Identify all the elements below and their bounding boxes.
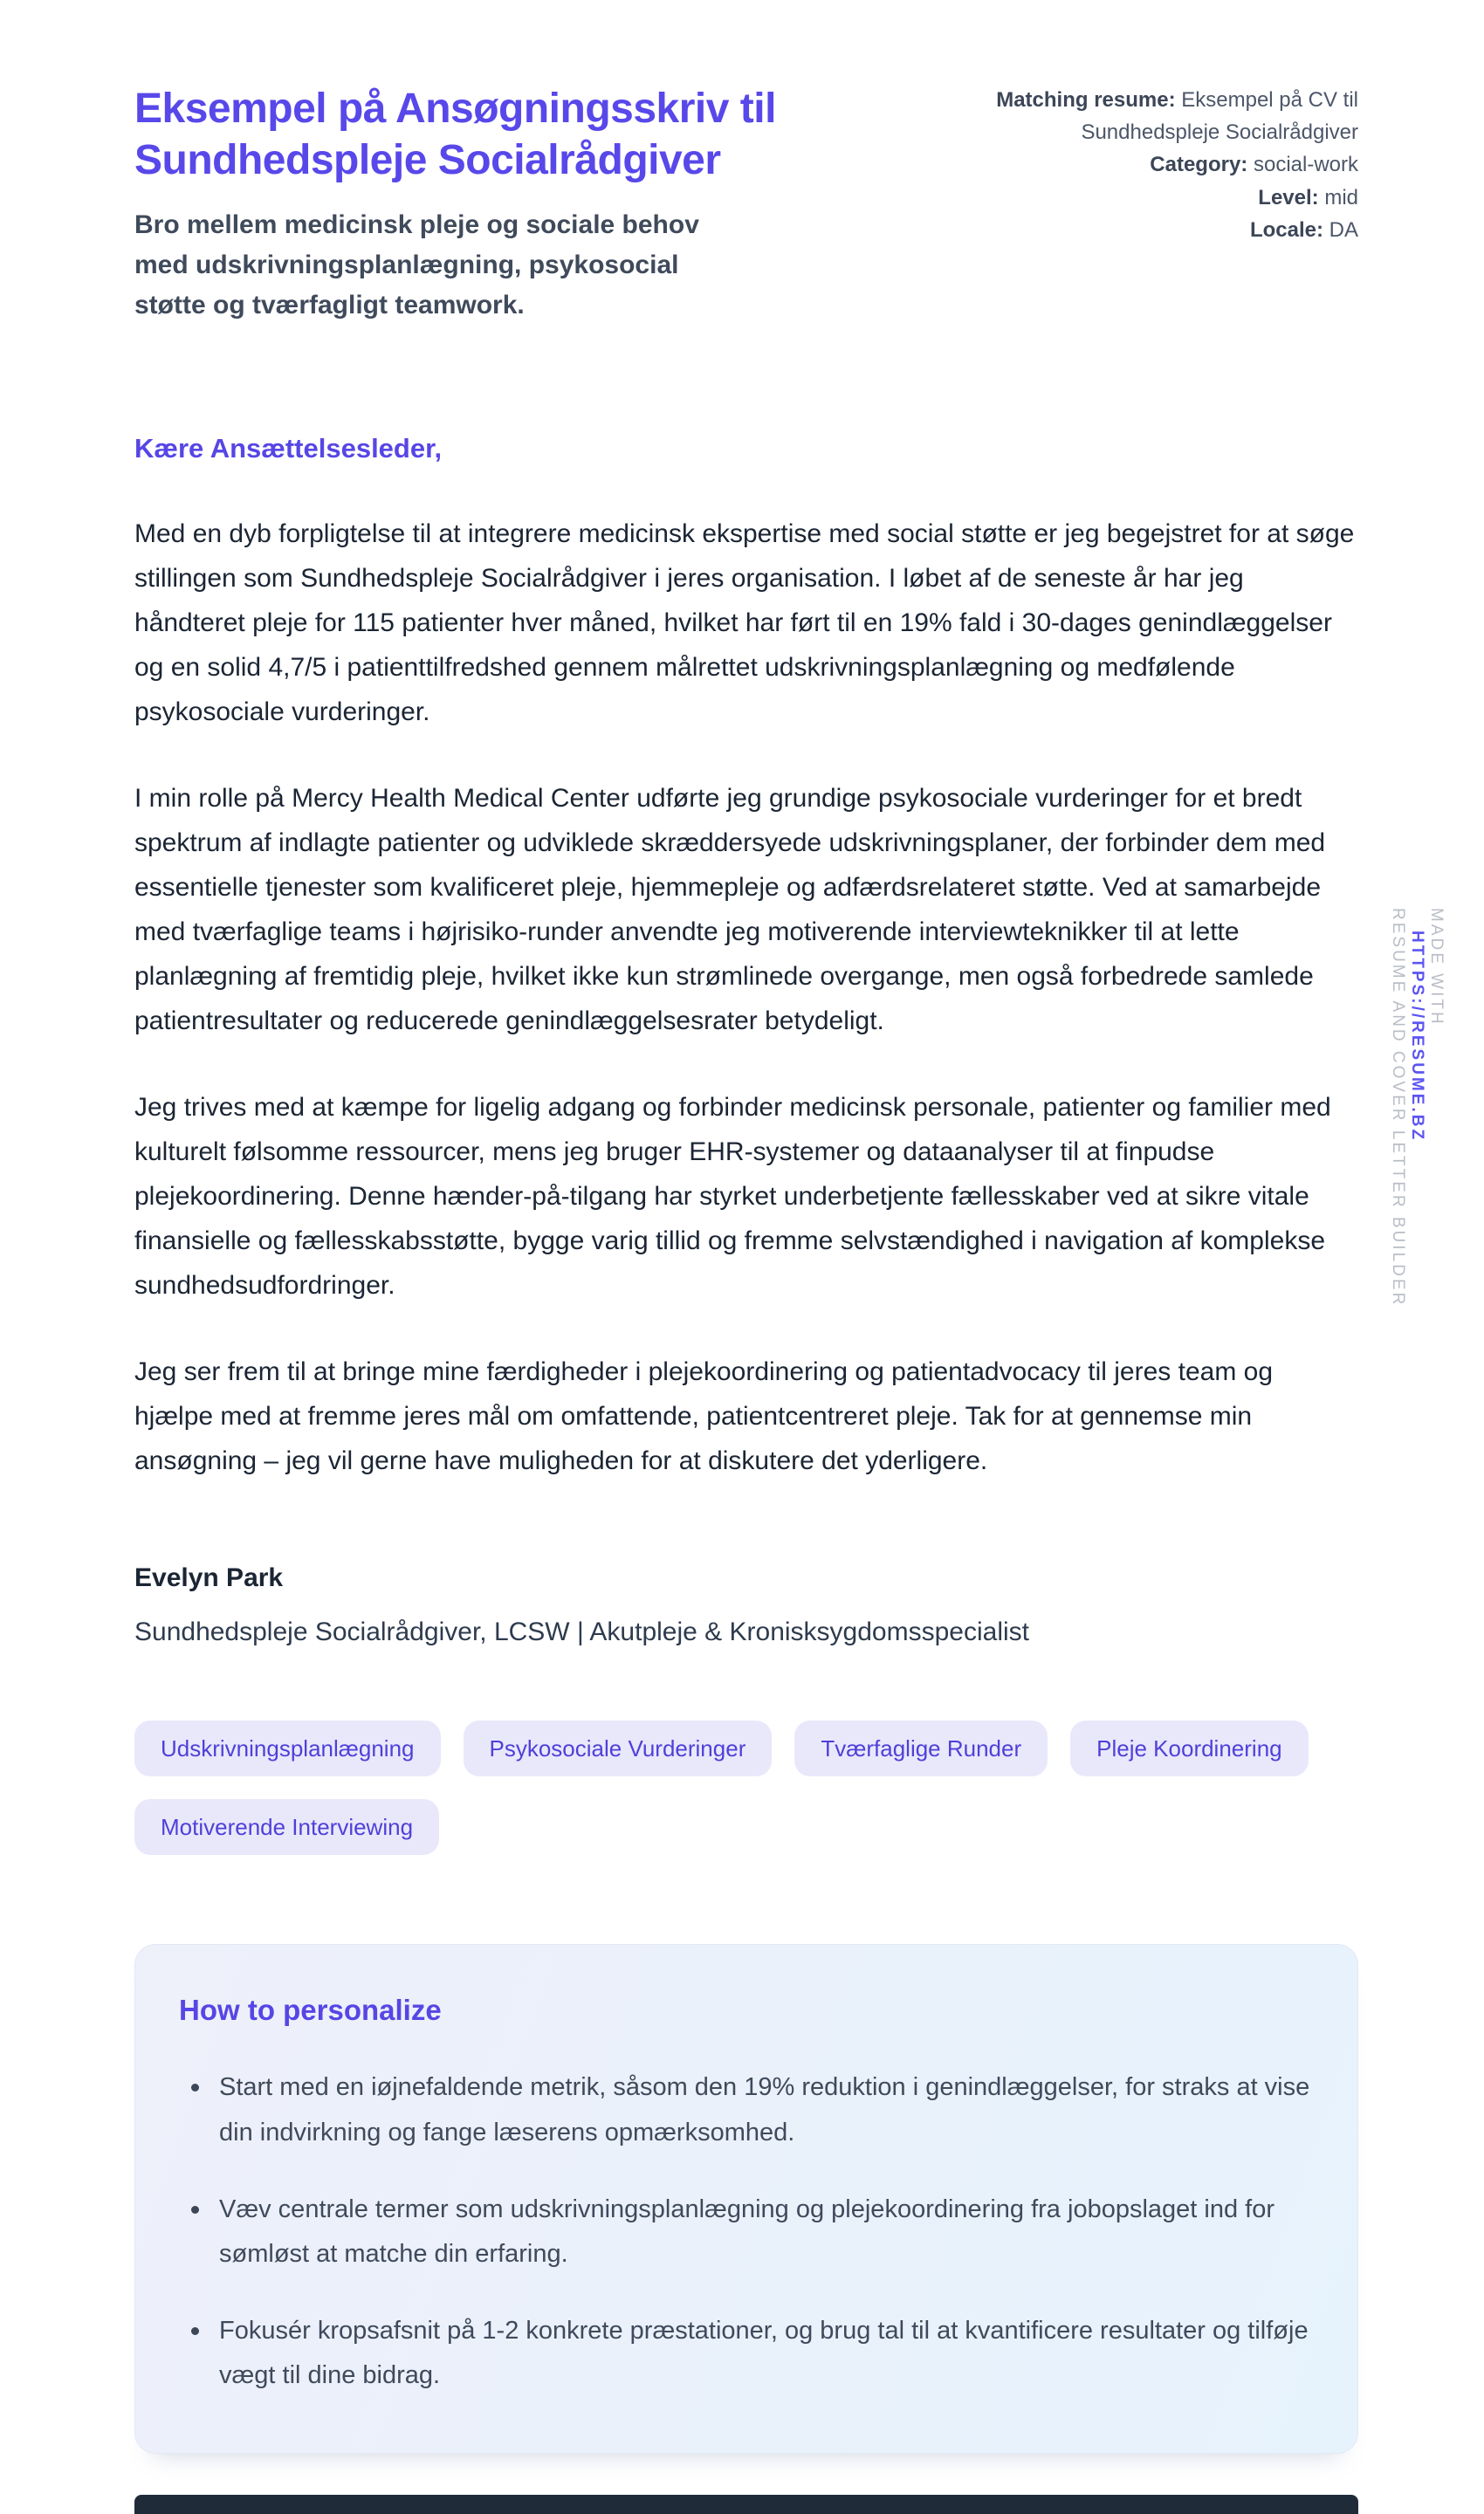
personalize-box [134,1944,1358,2454]
skill-tag-discharge-planning: Udskrivningsplanlægning [134,1721,441,1776]
watermark-prefix: MADE WITH [1427,908,1446,1027]
meta-label: Matching resume: [996,88,1176,112]
meta-value: Eksempel på CV til Sundhedspleje Socialrådgiver [1081,88,1358,145]
letter-paragraph: Jeg ser frem til at bringe mine færdigheder i plejekoordinering og patientadvocacy til jeres team og hjælpe med at fremme jeres mål om omfattende, patientcentreret pleje. Tak for at gennemse min ansøgning – jeg vil gerne have muligheden for at diskutere det yderligere. [134,1357,1274,1476]
skill-tag-interdisciplinary-rounds: Tværfaglige Runder [794,1721,1048,1776]
watermark-suffix: RESUME AND COVER LETTER BUILDER [1389,908,1407,1308]
personalize-heading: How to personalize [179,1994,442,2027]
footer-bar [134,2495,1358,2514]
meta-category [983,148,1358,181]
meta-locale [983,214,1358,246]
meta-label: Category: [1150,153,1248,177]
letter-greeting: Kære Ansættelsesleder, [134,432,443,464]
made-with-watermark [1388,908,1446,1307]
meta-level [983,182,1358,214]
skill-tag-motivational-interviewing: Motiverende Interviewing [134,1799,439,1855]
skill-tag-care-coordination: Pleje Koordinering [1070,1721,1308,1776]
personalize-bullet: Fokusér kropsafsnit på 1-2 konkrete præstationer, og brug tal til at kvantificere resultater og tilføje vægt til dine bidrag. [179,2309,1314,2399]
letter-paragraph: I min rolle på Mercy Health Medical Center udførte jeg grundige psykosociale vurderinger for et bredt spektrum af indlagte patienter og udviklede skræddersyede udskrivningsplaner, der forbinder dem med essentielle tjenester som kvalificeret pleje, hjemmepleje og adfærdsrelateret støtte. Ved at samarbejde med tværfaglige teams i højrisiko-runder anvendte jeg motiverende interviewteknikker til at lette planlægning af fremtidig pleje, hvilket ikke kun strømlinede overgange, men også forbedrede samlede patientresultater og reducerede genindlæggelsesrater betydeligt. [134,784,1326,1036]
personalize-bullet: Væv centrale termer som udskrivningsplanlægning og plejekoordinering fra jobopslaget ind for sømløst at matche din erfaring. [179,2188,1314,2277]
personalize-bullet: Start med en iøjnefaldende metrik, såsom den 19% reduktion i genindlæggelser, for straks at vise din indvirkning og fange læserens opmærksomhed. [179,2065,1314,2155]
page-header [134,84,1358,326]
meta-value: DA [1329,217,1358,242]
letter-paragraph: Jeg trives med at kæmpe for ligelig adgang og forbinder medicinsk personale, patienter og familier med kulturelt følsomme ressourcer, mens jeg bruger EHR-systemer og dataanalyser til at finpudse plejekoordinering. Denne hænder-på-tilgang har styrket underbetjente fællesskaber ved at sikre vitale finansielle og fællesskabsstøtte, bygge varig tillid og fremme selvstændighed i navigation af komplekse sundhedsudfordringer. [134,1093,1331,1301]
meta-matching-resume [983,84,1358,148]
resume-bz-link[interactable]: HTTPS://RESUME.BZ [1408,931,1426,1143]
page-title: Eksempel på Ansøgningsskriv til Sundhedspleje Socialrådgiver [134,86,776,183]
skill-tag-psychosocial-assessments: Psykosociale Vurderinger [464,1721,773,1776]
signature-name: Evelyn Park [134,1563,284,1593]
personalize-list [179,2065,1314,2399]
page-subtitle: Bro mellem medicinsk pleje og sociale behov med udskrivningsplanlægning, psykosocial støtte og tværfagligt teamwork. [134,210,699,319]
letter-paragraph: Med en dyb forpligtelse til at integrere medicinsk ekspertise med social støtte er jeg begejstret for at søge stillingen som Sundhedspleje Socialrådgiver i jeres organisation. I løbet af de seneste år har jeg håndteret pleje for 115 patienter hver måned, hvilket har ført til en 19% fald i 30-dages genindlæggelser og en solid 4,7/5 i patienttilfredshed gennem målrettet udskrivningsplanlægning og medfølende psykosociale vurderinger. [134,519,1355,727]
skill-tags [134,1721,1358,1855]
meta-value: social-work [1253,153,1358,177]
meta-label: Level: [1258,185,1319,210]
meta-label: Locale: [1249,217,1323,242]
meta-block [983,84,1358,326]
letter-body [134,427,1358,1648]
title-block [134,84,948,326]
meta-value: mid [1324,185,1358,210]
signature-role: Sundhedspleje Socialrådgiver, LCSW | Akutpleje & Kronisksygdomsspecialist [134,1618,1029,1647]
